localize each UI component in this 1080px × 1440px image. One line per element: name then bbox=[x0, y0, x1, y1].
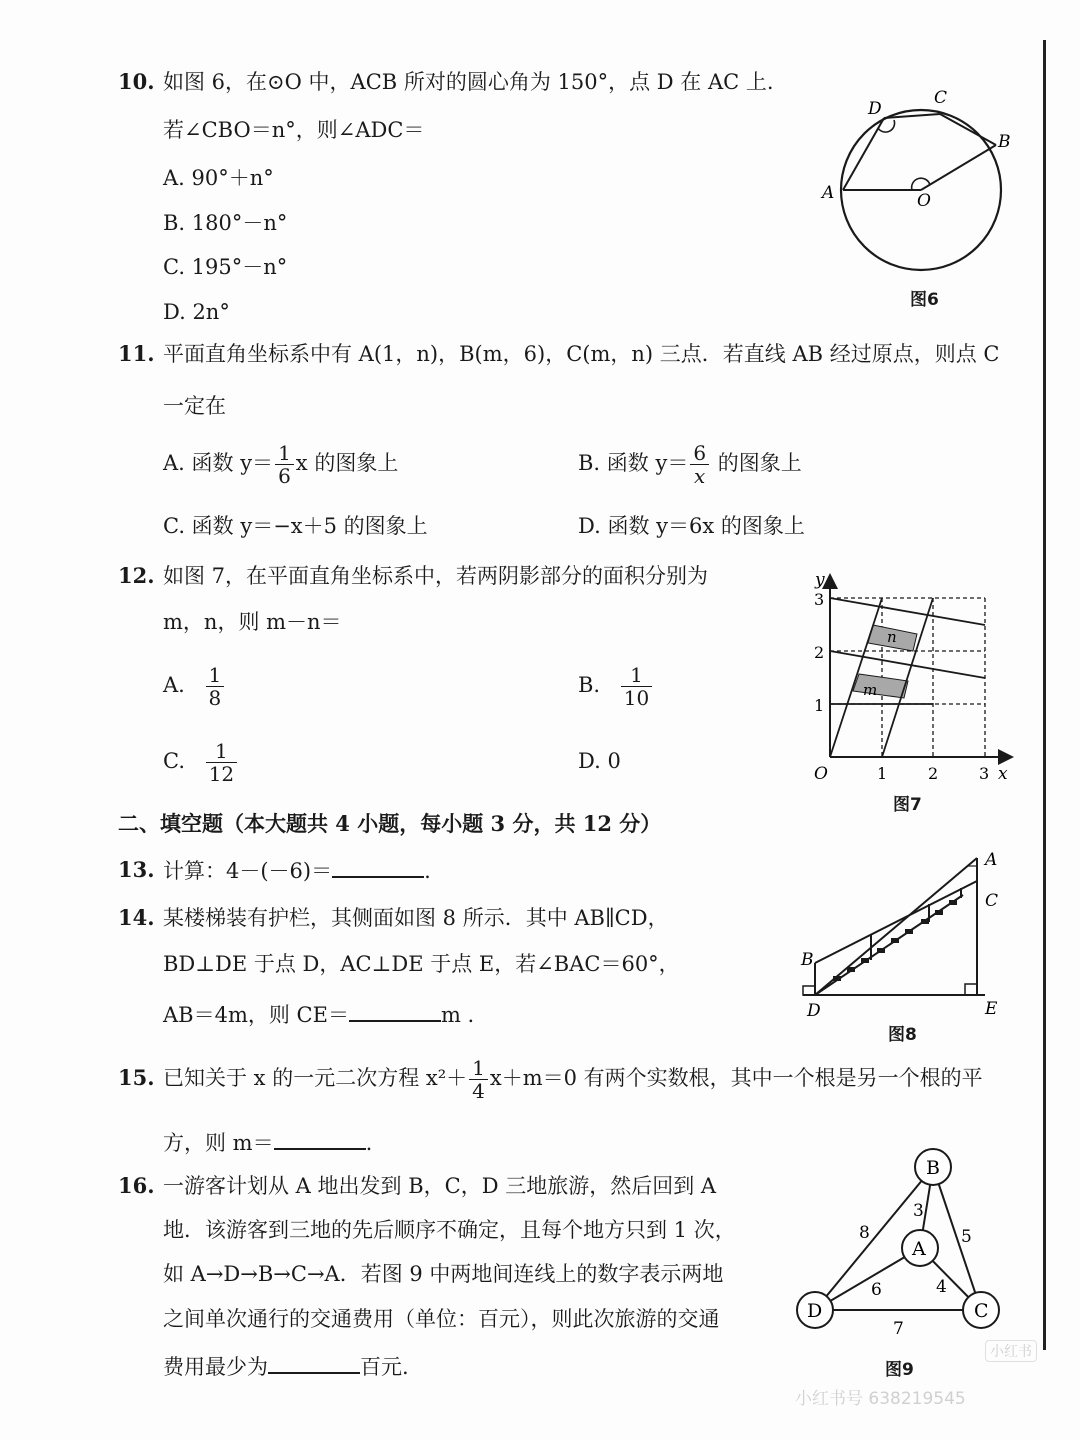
q11-option-b bbox=[578, 436, 802, 490]
q15-answer-blank[interactable] bbox=[274, 1128, 366, 1150]
q13-number: 13. bbox=[118, 857, 155, 882]
figure-6-circle bbox=[810, 80, 1030, 280]
q15-line1-suffix: x＋m＝0 有两个实数根，其中一个根是另一个根的平 bbox=[489, 1066, 983, 1090]
fraction-numerator: 1 bbox=[621, 664, 652, 687]
q11-option-b-prefix: B. 函数 y＝ bbox=[578, 451, 689, 475]
fig9-weight-bc: 5 bbox=[961, 1227, 972, 1247]
q10-option-c: C. 195°－n° bbox=[163, 255, 288, 279]
figure-7-coordinate-plane bbox=[805, 565, 1020, 785]
fig7-region-n: n bbox=[887, 628, 897, 646]
fig7-caption: 图7 bbox=[893, 795, 922, 815]
q16-line5 bbox=[163, 1352, 409, 1381]
fig9-node-d: D bbox=[807, 1300, 823, 1322]
q14-number: 14. bbox=[118, 905, 155, 930]
q16-line5-suffix: 百元. bbox=[360, 1355, 409, 1379]
fig9-weight-ad: 6 bbox=[871, 1280, 882, 1300]
q10-option-b: B. 180°－n° bbox=[163, 211, 288, 235]
fig9-weight-ac: 4 bbox=[936, 1277, 947, 1297]
q13-end: . bbox=[424, 859, 431, 883]
fig9-node-b: B bbox=[926, 1157, 940, 1179]
fig7-ytick-3: 3 bbox=[814, 590, 825, 609]
fraction-denominator: 6 bbox=[278, 464, 291, 488]
q11-number: 11. bbox=[118, 341, 155, 366]
q15-line2-suffix: . bbox=[365, 1131, 373, 1155]
fig6-label-o: O bbox=[917, 191, 931, 211]
fig7-ytick-2: 2 bbox=[814, 643, 825, 662]
fig9-caption: 图9 bbox=[885, 1360, 914, 1380]
fig8-label-e: E bbox=[985, 999, 998, 1018]
figure-8-staircase bbox=[795, 848, 1015, 1018]
q10-option-d: D. 2n° bbox=[163, 300, 230, 324]
q10-stem-line1: 如图 6，在⊙O 中，ACB 所对的圆心角为 150°，点 D 在 AC 上. bbox=[163, 70, 774, 94]
q16-line3: 如 A→D→B→C→A．若图 9 中两地间连线上的数字表示两地 bbox=[163, 1262, 724, 1286]
q16-number: 16. bbox=[118, 1173, 155, 1198]
q11-stem-line1: 平面直角坐标系中有 A(1，n)，B(m，6)，C(m，n) 三点．若直线 AB 经过原点，则点 C bbox=[163, 342, 1000, 366]
q14-line3 bbox=[163, 1000, 474, 1029]
fig6-label-c: C bbox=[934, 88, 948, 108]
fraction-denominator: 8 bbox=[208, 686, 222, 710]
fig7-xtick-3: 3 bbox=[979, 764, 990, 783]
fraction-numerator: 1 bbox=[206, 740, 237, 763]
q12-stem-line1: 如图 7，在平面直角坐标系中，若两阴影部分的面积分别为 bbox=[163, 564, 709, 588]
fraction-numerator: 6 bbox=[690, 442, 709, 465]
q10-number: 10. bbox=[118, 69, 155, 94]
fig8-label-b: B bbox=[801, 950, 814, 970]
fig8-label-c: C bbox=[985, 891, 999, 911]
q16-line4: 之间单次通行的交通费用（单位：百元），则此次旅游的交通 bbox=[163, 1307, 720, 1331]
q16-answer-blank[interactable] bbox=[268, 1352, 360, 1374]
fig9-weight-bd: 8 bbox=[859, 1223, 870, 1243]
q15-line1 bbox=[163, 1050, 983, 1106]
q11-option-a bbox=[163, 436, 398, 490]
q12-option-a bbox=[163, 658, 226, 712]
q12-option-b bbox=[578, 658, 654, 712]
q10-stem-line2: 若∠CBO＝n°，则∠ADC＝ bbox=[163, 118, 425, 142]
fig9-weight-dc: 7 bbox=[893, 1319, 904, 1339]
fig7-xtick-2: 2 bbox=[928, 764, 939, 783]
q11-option-b-suffix: 的图象上 bbox=[711, 451, 802, 475]
fig8-label-d: D bbox=[807, 1001, 821, 1018]
fraction-numerator: 1 bbox=[275, 442, 294, 465]
q14-line2: BD⊥DE 于点 D，AC⊥DE 于点 E，若∠BAC＝60°， bbox=[163, 952, 680, 976]
fraction-denominator: x bbox=[694, 464, 706, 488]
figure-9-graph bbox=[785, 1140, 1015, 1350]
q15-fraction bbox=[469, 1057, 488, 1102]
q12-option-c-fraction bbox=[206, 740, 237, 785]
fig7-x-axis-label: x bbox=[998, 764, 1008, 784]
q10-option-a: A. 90°＋n° bbox=[163, 166, 274, 190]
fraction-numerator: 1 bbox=[469, 1057, 488, 1080]
q11-option-b-fraction bbox=[690, 442, 709, 487]
q15-number: 15. bbox=[118, 1065, 155, 1090]
q12-option-b-fraction bbox=[621, 664, 652, 709]
option-label: C. bbox=[163, 749, 185, 773]
option-label: B. bbox=[578, 673, 601, 697]
q16-line1: 一游客计划从 A 地出发到 B，C，D 三地旅游，然后回到 A bbox=[163, 1174, 717, 1198]
fig8-label-a: A bbox=[985, 850, 998, 870]
q12-option-d: D. 0 bbox=[578, 749, 621, 773]
q16-line2: 地．该游客到三地的先后顺序不确定，且每个地方只到 1 次， bbox=[163, 1218, 736, 1242]
fraction-numerator: 1 bbox=[206, 664, 225, 687]
fig7-origin: O bbox=[814, 764, 828, 784]
fraction-denominator: 10 bbox=[623, 686, 650, 710]
fig7-region-m: m bbox=[863, 681, 878, 699]
q15-line1-prefix: 已知关于 x 的一元二次方程 x²＋ bbox=[163, 1066, 468, 1090]
q11-option-c: C. 函数 y＝−x＋5 的图象上 bbox=[163, 514, 428, 538]
q11-option-d: D. 函数 y＝6x 的图象上 bbox=[578, 514, 805, 538]
fig9-node-a: A bbox=[912, 1238, 926, 1260]
q11-option-a-suffix: x 的图象上 bbox=[295, 451, 399, 475]
q14-line1: 某楼梯装有护栏，其侧面如图 8 所示．其中 AB∥CD， bbox=[163, 906, 669, 930]
q15-line2 bbox=[163, 1128, 372, 1157]
margin-rule bbox=[1043, 40, 1046, 1350]
fig7-y-axis-label: y bbox=[815, 570, 825, 590]
q15-line2-prefix: 方，则 m＝ bbox=[163, 1131, 274, 1155]
watermark-text: 小红书号 638219545 bbox=[795, 1389, 966, 1409]
fig9-node-c: C bbox=[974, 1300, 989, 1322]
section-2-title: 二、填空题（本大题共 4 小题，每小题 3 分，共 12 分） bbox=[118, 811, 662, 836]
fig6-label-a: A bbox=[822, 183, 835, 203]
q14-line3-prefix: AB＝4m，则 CE＝ bbox=[163, 1003, 349, 1027]
q12-stem-line2: m，n，则 m－n＝ bbox=[163, 610, 342, 634]
fraction-denominator: 4 bbox=[472, 1079, 485, 1103]
q13-answer-blank[interactable] bbox=[332, 856, 424, 878]
watermark-badge: 小红书 bbox=[985, 1340, 1037, 1362]
option-label: A. bbox=[163, 673, 185, 697]
q12-option-a-fraction bbox=[206, 664, 225, 709]
q14-answer-blank[interactable] bbox=[349, 1000, 441, 1022]
q11-option-a-prefix: A. 函数 y＝ bbox=[163, 451, 274, 475]
fig9-weight-ab: 3 bbox=[913, 1201, 924, 1221]
q12-number: 12. bbox=[118, 563, 155, 588]
q13-expression: 计算：4－(－6)＝ bbox=[163, 859, 333, 883]
q12-option-c bbox=[163, 734, 239, 788]
q14-line3-suffix: m . bbox=[440, 1003, 475, 1027]
fig6-label-b: B bbox=[998, 132, 1011, 152]
fig7-xtick-1: 1 bbox=[877, 764, 888, 783]
q16-line5-prefix: 费用最少为 bbox=[163, 1355, 268, 1379]
fig8-caption: 图8 bbox=[888, 1025, 917, 1045]
fig6-label-d: D bbox=[868, 99, 882, 119]
q11-stem-line2: 一定在 bbox=[163, 394, 226, 418]
fraction-denominator: 12 bbox=[208, 762, 235, 786]
fig7-ytick-1: 1 bbox=[814, 696, 825, 715]
q11-option-a-fraction bbox=[275, 442, 294, 487]
fig6-caption: 图6 bbox=[910, 290, 939, 310]
q13-text bbox=[163, 856, 431, 885]
